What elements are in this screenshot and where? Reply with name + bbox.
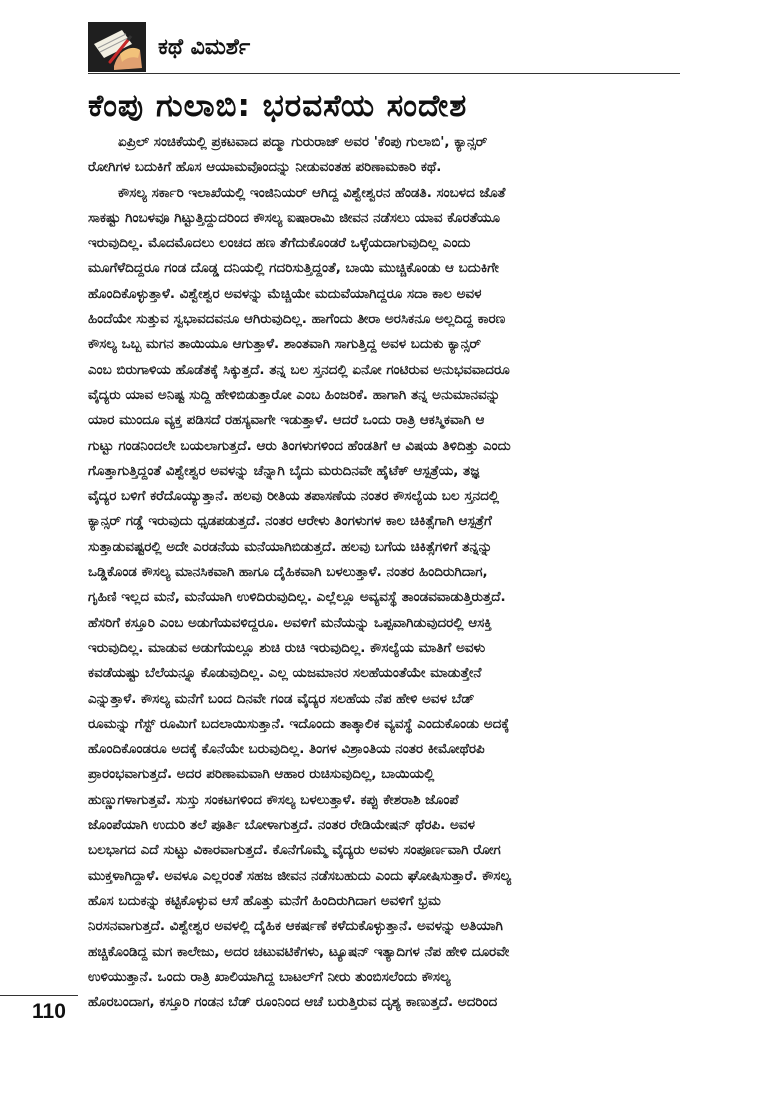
writing-hand-icon (88, 22, 146, 72)
body-text-line: ಹೊಂದಿಕೊಂಡರೂ ಅದಕ್ಕೆ ಕೊನೆಯೇ ಬರುವುದಿಲ್ಲ. ತಿಂಗಳ ವಿಶ್ರಾಂತಿಯ ನಂತರ ಕೀಮೋಥೆರಪಿ (88, 741, 485, 758)
page-number-divider (0, 995, 78, 996)
body-text-line: ಕೌಸಲ್ಯ ಒಬ್ಬ ಮಗನ ತಾಯಿಯೂ ಆಗುತ್ತಾಳೆ. ಶಾಂತವಾಗಿ ಸಾಗುತ್ತಿದ್ದ ಅವಳ ಬದುಕು ಕ್ಯಾನ್ಸರ್ (88, 336, 481, 353)
section-label: ಕಥೆ ವಿಮರ್ಶೆ (158, 35, 251, 60)
body-text-line: ಸುತ್ತಾಡುವಷ್ಟರಲ್ಲಿ ಅದೇ ಎರಡನೆಯ ಮನೆಯಾಗಿಬಿಡುತ್ತದೆ. ಹಲವು ಬಗೆಯ ಚಿಕಿತ್ಸೆಗಳಿಗೆ ತನ್ನನ್ನು (88, 538, 493, 555)
body-text-line: ಹೆಸರಿಗೆ ಕಸ್ತೂರಿ ಎಂಬ ಅಡುಗೆಯವಳಿದ್ದರೂ. ಅವಳಿಗೆ ಮನೆಯನ್ನು ಒಪ್ಪವಾಗಿಡುವುದರಲ್ಲಿ ಆಸಕ್ತಿ (88, 614, 492, 631)
body-text-line: ಕೌಸಲ್ಯ ಸರ್ಕಾರಿ ಇಲಾಖೆಯಲ್ಲಿ ಇಂಜಿನಿಯರ್ ಆಗಿದ್ದ ವಿಶ್ವೇಶ್ವರನ ಹೆಂಡತಿ. ಸಂಬಳದ ಜೊತೆ (118, 184, 506, 201)
body-text-line: ಹಿಂದೆಯೇ ಸುತ್ತುವ ಸ್ವಭಾವದವನೂ ಆಗಿರುವುದಿಲ್ಲ. ಹಾಗೆಂದು ತೀರಾ ಅರಸಿಕನೂ ಅಲ್ಲದಿದ್ದ ಕಾರಣ (88, 311, 506, 328)
body-text-line: ಗೊತ್ತಾಗುತ್ತಿದ್ದಂತೆ ವಿಶ್ವೇಶ್ವರ ಅವಳನ್ನು ಚೆನ್ನಾಗಿ ಬೈದು ಮರುದಿನವೇ ಹೈಟೆಕ್ ಆಸ್ಪತ್ರೆಯ, ತಜ್ಞ (88, 462, 480, 479)
body-text-line: ರೂಮನ್ನು ಗೆಸ್ಟ್ ರೂಮಿಗೆ ಬದಲಾಯಿಸುತ್ತಾನೆ. ಇದೊಂದು ತಾತ್ಕಾಲಿಕ ವ್ಯವಸ್ಥೆ ಎಂದುಕೊಂಡು ಅದಕ್ಕೆ (88, 715, 510, 732)
body-text-line: ಎನ್ನುತ್ತಾಳೆ. ಕೌಸಲ್ಯ ಮನೆಗೆ ಬಂದ ದಿನವೇ ಗಂಡ ವೈದ್ಯರ ಸಲಹೆಯ ನೆಪ ಹೇಳಿ ಅವಳ ಬೆಡ್ (88, 690, 475, 707)
body-text-line: ಕವಡೆಯಷ್ಟು ಬೆಲೆಯನ್ನೂ ಕೊಡುವುದಿಲ್ಲ. ಎಲ್ಲ ಯಜಮಾನರ ಸಲಹೆಯಂತೆಯೇ ಮಾಡುತ್ತೇನೆ (88, 665, 482, 682)
body-text-line: ಮುಕ್ತಳಾಗಿದ್ದಾಳೆ. ಅವಳೂ ಎಲ್ಲರಂತೆ ಸಹಜ ಜೀವನ ನಡೆಸಬಹುದು ಎಂದು ಘೋಷಿಸುತ್ತಾರೆ. ಕೌಸಲ್ಯ (88, 867, 512, 884)
body-text-line: ಏಪ್ರಿಲ್ ಸಂಚಿಕೆಯಲ್ಲಿ ಪ್ರಕಟವಾದ ಪದ್ಮಾ ಗುರುರಾಜ್ ಅವರ 'ಕೆಂಪು ಗುಲಾಬಿ', ಕ್ಯಾನ್ಸರ್ (118, 134, 488, 150)
body-text-line: ಉಳಿಯುತ್ತಾನೆ. ಒಂದು ರಾತ್ರಿ ಖಾಲಿಯಾಗಿದ್ದ ಬಾಟಲ್‌ಗೆ ನೀರು ತುಂಬಿಸಲೆಂದು ಕೌಸಲ್ಯ (88, 968, 451, 985)
body-text-line: ಸಾಕಷ್ಟು ಗಿಂಬಳವೂ ಗಿಟ್ಟುತ್ತಿದ್ದುದರಿಂದ ಕೌಸಲ್ಯ ಐಷಾರಾಮಿ ಜೀವನ ನಡೆಸಲು ಯಾವ ಕೊರತೆಯೂ (88, 209, 500, 226)
body-text-line: ಹುಣ್ಣುಗಳಾಗುತ್ತವೆ. ಸುಸ್ತು ಸಂಕಟಗಳಿಂದ ಕೌಸಲ್ಯ ಬಳಲುತ್ತಾಳೆ. ಕಪ್ಪು ಕೇಶರಾಶಿ ಜೊಂಪೆ (88, 791, 459, 808)
body-text-line: ಹೊಂದಿಕೊಳ್ಳುತ್ತಾಳೆ. ವಿಶ್ವೇಶ್ವರ ಅವಳನ್ನು ಮೆಚ್ಚಿಯೇ ಮದುವೆಯಾಗಿದ್ದರೂ ಸದಾ ಕಾಲ ಅವಳ (88, 285, 482, 302)
article-body (88, 130, 680, 1015)
body-text-line: ಹಚ್ಚಿಕೊಂಡಿದ್ದ ಮಗ ಕಾಲೇಜು, ಅದರ ಚಟುವಟಿಕೆಗಳು, ಟ್ಯೂಷನ್ ಇತ್ಯಾದಿಗಳ ನೆಪ ಹೇಳಿ ದೂರವೇ (88, 943, 510, 960)
section-header (88, 22, 680, 74)
body-text-line: ಪ್ರಾರಂಭವಾಗುತ್ತದೆ. ಅದರ ಪರಿಣಾಮವಾಗಿ ಆಹಾರ ರುಚಿಸುವುದಿಲ್ಲ, ಬಾಯಿಯಲ್ಲಿ (88, 766, 435, 783)
body-text-line: ಕ್ಯಾನ್ಸರ್ ಗಡ್ಡೆ ಇರುವುದು ಧೃಡಪಡುತ್ತದೆ. ನಂತರ ಆರೇಳು ತಿಂಗಳುಗಳ ಕಾಲ ಚಿಕಿತ್ಸೆಗಾಗಿ ಆಸ್ಪತ್ರೆಗೆ (88, 513, 492, 530)
body-text-line: ಹೊಸ ಬದುಕನ್ನು ಕಟ್ಟಿಕೊಳ್ಳುವ ಆಸೆ ಹೊತ್ತು ಮನೆಗೆ ಹಿಂದಿರುಗಿದಾಗ ಅವಳಿಗೆ ಭ್ರಮ (88, 892, 441, 909)
body-text-line: ಯಾರ ಮುಂದೂ ವ್ಯಕ್ತ ಪಡಿಸದೆ ರಹಸ್ಯವಾಗೇ ಇಡುತ್ತಾಳೆ. ಆದರೆ ಒಂದು ರಾತ್ರಿ ಆಕಸ್ಮಿಕವಾಗಿ ಆ (88, 412, 485, 429)
body-text-line: ಇರುವುದಿಲ್ಲ. ಮೊದಮೊದಲು ಲಂಚದ ಹಣ ತೆಗೆದುಕೊಂಡರೆ ಒಳ್ಳೆಯದಾಗುವುದಿಲ್ಲ ಎಂದು (88, 235, 471, 252)
body-text-line: ಗುಟ್ಟು ಗಂಡನಿಂದಲೇ ಬಯಲಾಗುತ್ತದೆ. ಆರು ತಿಂಗಳುಗಳಿಂದ ಹೆಂಡತಿಗೆ ಆ ವಿಷಯ ತಿಳಿದಿತ್ತು ಎಂದು (88, 437, 511, 454)
article-title: ಕೆಂಪು ಗುಲಾಬಿ: ಭರವಸೆಯ ಸಂದೇಶ (88, 88, 468, 124)
body-text-line: ಒಡ್ಡಿಕೊಂಡ ಕೌಸಲ್ಯ ಮಾನಸಿಕವಾಗಿ ಹಾಗೂ ದೈಹಿಕವಾಗಿ ಬಳಲುತ್ತಾಳೆ. ನಂತರ ಹಿಂದಿರುಗಿದಾಗ, (88, 564, 488, 581)
body-text-line: ಹೊರಬಂದಾಗ, ಕಸ್ತೂರಿ ಗಂಡನ ಬೆಡ್ ರೂಂನಿಂದ ಆಚೆ ಬರುತ್ತಿರುವ ದೃಶ್ಯ ಕಾಣುತ್ತದೆ. ಅದರಿಂದ (88, 994, 498, 1011)
body-text-line: ವೈದ್ಯರ ಬಳಿಗೆ ಕರೆದೊಯ್ಯುತ್ತಾನೆ. ಹಲವು ರೀತಿಯ ತಪಾಸಣೆಯ ನಂತರ ಕೌಸಲ್ಯೆಯ ಬಲ ಸ್ತನದಲ್ಲಿ (88, 488, 500, 505)
body-text-line: ಎಂಬ ಬಿರುಗಾಳಿಯ ಹೊಡೆತಕ್ಕೆ ಸಿಕ್ಕುತ್ತದೆ. ತನ್ನ ಬಲ ಸ್ತನದಲ್ಲಿ ಏನೋ ಗಂಟಿರುವ ಅನುಭವವಾದರೂ (88, 361, 510, 378)
header-divider (88, 73, 680, 74)
body-text-line: ರೋಗಿಗಳ ಬದುಕಿಗೆ ಹೊಸ ಆಯಾಮವೊಂದನ್ನು ನೀಡುವಂತಹ ಪರಿಣಾಮಕಾರಿ ಕಥೆ. (88, 159, 442, 176)
body-text-line: ಮೂಗೆಳೆದಿದ್ದರೂ ಗಂಡ ದೊಡ್ಡ ದನಿಯಲ್ಲಿ ಗದರಿಸುತ್ತಿದ್ದಂತೆ, ಬಾಯಿ ಮುಚ್ಚಿಕೊಂಡು ಆ ಬದುಕಿಗೇ (88, 260, 499, 277)
body-text-line: ಬಲಭಾಗದ ಎದೆ ಸುಟ್ಟು ವಿಕಾರವಾಗುತ್ತದೆ. ಕೊನೆಗೊಮ್ಮೆ ವೈದ್ಯರು ಅವಳು ಸಂಪೂರ್ಣವಾಗಿ ರೋಗ (88, 842, 501, 859)
body-text-line: ಜೊಂಪೆಯಾಗಿ ಉದುರಿ ತಲೆ ಪೂರ್ತಿ ಬೋಳಾಗುತ್ತದೆ. ನಂತರ ರೇಡಿಯೇಷನ್ ಥೆರಪಿ. ಅವಳ (88, 817, 475, 834)
body-text-line: ವೈದ್ಯರು ಯಾವ ಅನಿಷ್ಟ ಸುದ್ದಿ ಹೇಳಿಬಿಡುತ್ತಾರೋ ಎಂಬ ಹಿಂಜರಿಕೆ. ಹಾಗಾಗಿ ತನ್ನ ಅನುಮಾನವನ್ನು (88, 386, 501, 403)
body-text-line: ಇರುವುದಿಲ್ಲ. ಮಾಡುವ ಅಡುಗೆಯಲ್ಲೂ ಶುಚಿ ರುಚಿ ಇರುವುದಿಲ್ಲ. ಕೌಸಲ್ಯೆಯ ಮಾತಿಗೆ ಅವಳು (88, 639, 486, 656)
body-text-line: ಗೃಹಿಣಿ ಇಲ್ಲದ ಮನೆ, ಮನೆಯಾಗಿ ಉಳಿದಿರುವುದಿಲ್ಲ. ಎಲ್ಲೆಲ್ಲೂ ಅವ್ಯವಸ್ಥೆ ತಾಂಡವವಾಡುತ್ತಿರುತ್ತದೆ. (88, 589, 506, 606)
body-text-line: ನಿರಸನವಾಗುತ್ತದೆ. ವಿಶ್ವೇಶ್ವರ ಅವಳಲ್ಲಿ ದೈಹಿಕ ಆಕರ್ಷಣೆ ಕಳೆದುಕೊಳ್ಳುತ್ತಾನೆ. ಅವಳನ್ನು ಅತಿಯಾಗಿ (88, 918, 503, 935)
page-number: 110 (32, 1000, 66, 1023)
